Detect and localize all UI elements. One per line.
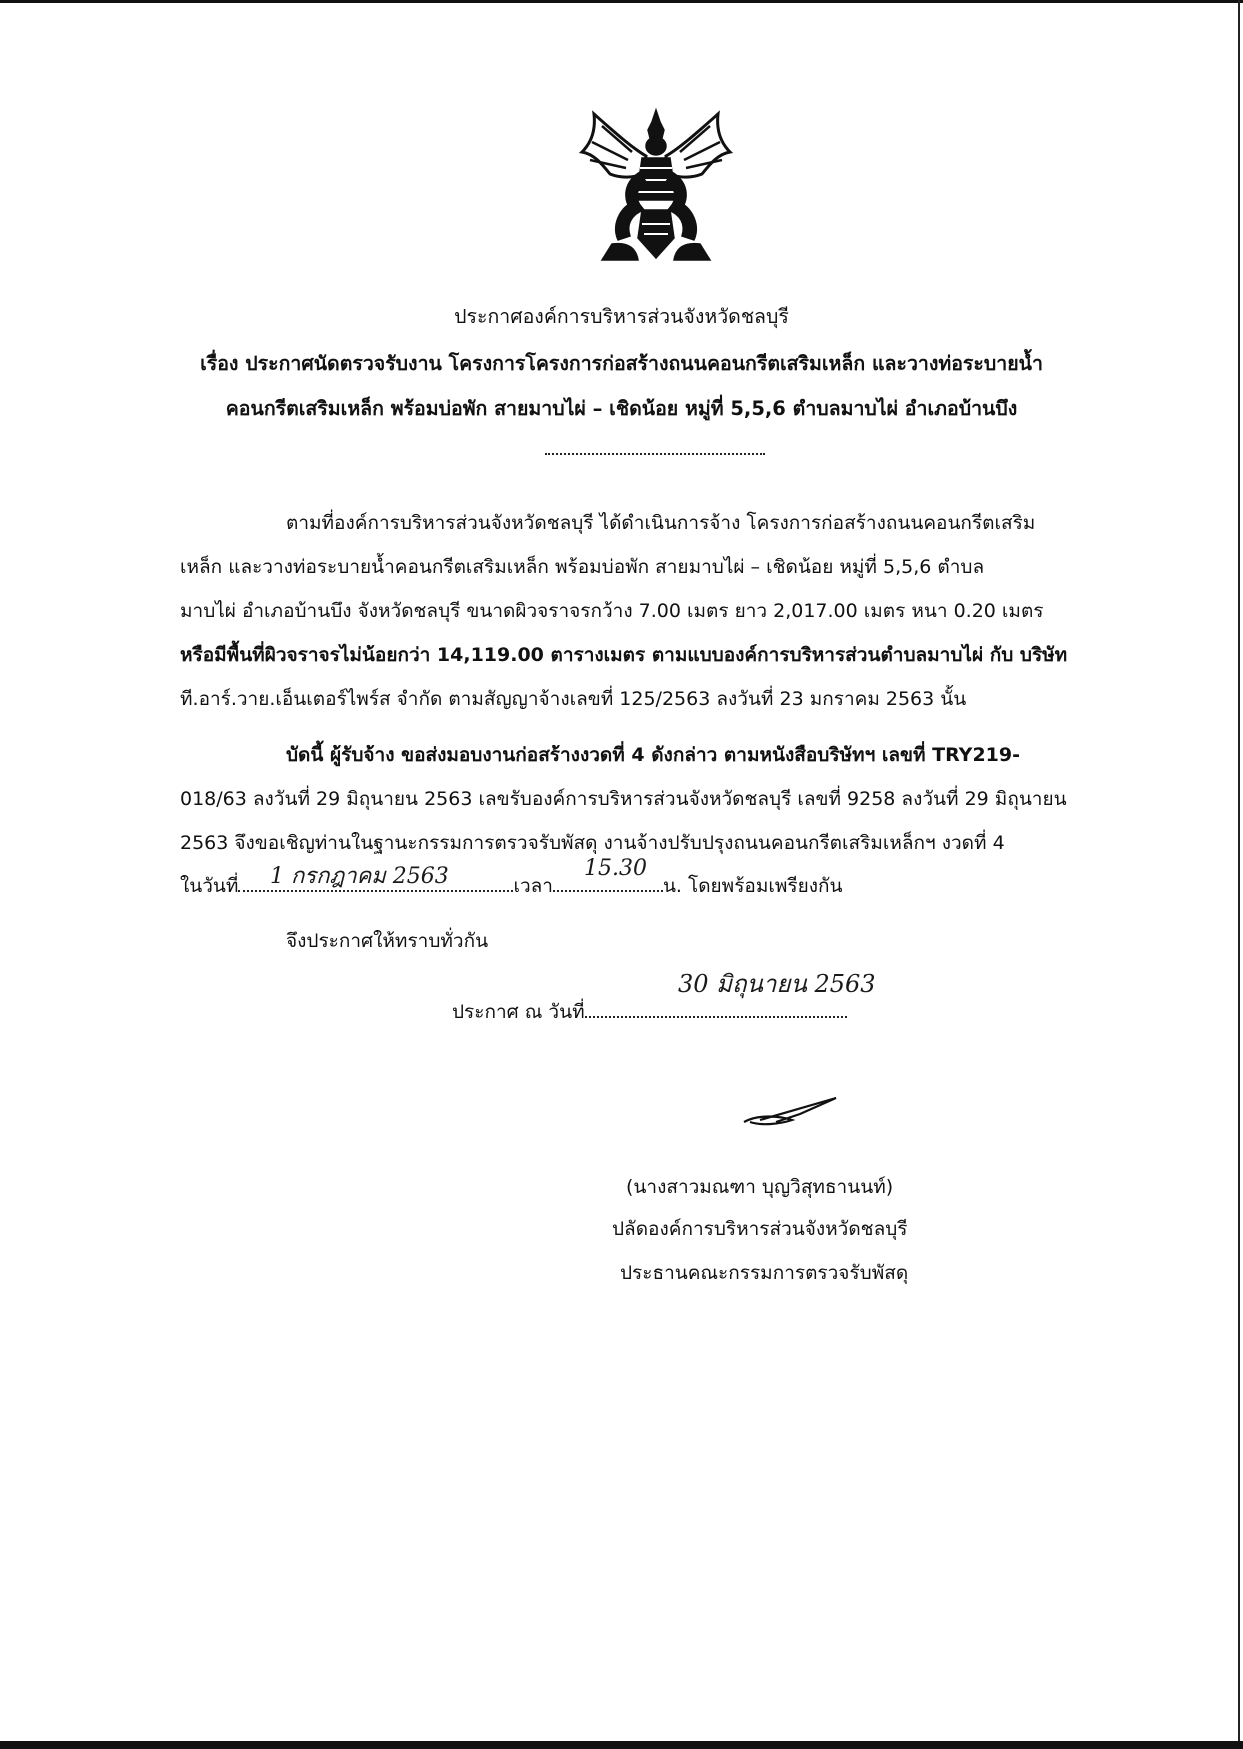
paragraph1-line1: ตามที่องค์การบริหารส่วนจังหวัดชลบุรี ได้ดำเนินการจ้าง โครงการก่อสร้างถนนคอนกรีตเสริม xyxy=(286,512,1036,534)
signatory-position-2: ประธานคณะกรรมการตรวจรับพัสดุ xyxy=(620,1262,909,1284)
time-suffix: น. โดยพร้อมเพรียงกัน xyxy=(662,875,843,897)
subject-line-2: คอนกรีตเสริมเหล็ก พร้อมบ่อพัก สายมาบไผ่ – เชิดน้อย หมู่ที่ 5,5,6 ตำบลมาบไผ่ อำเภอบ้านบึง xyxy=(225,397,1018,420)
signatory-name: (นางสาวมณฑา บุญวิสุทธานนท์) xyxy=(626,1176,894,1198)
heading-divider xyxy=(545,445,765,455)
announce-label: ประกาศ ณ วันที่ xyxy=(452,1001,585,1023)
paragraph2-line2: 018/63 ลงวันที่ 29 มิถุนายน 2563 เลขรับองค์การบริหารส่วนจังหวัดชลบุรี เลขที่ 9258 ลงวันที่ 29 มิถุนายน xyxy=(180,788,1067,810)
closing-statement: จึงประกาศให้ทราบทั่วกัน xyxy=(286,930,489,952)
paragraph1-line5: ที.อาร์.วาย.เอ็นเตอร์ไพร์ส จำกัด ตามสัญญาจ้างเลขที่ 125/2563 ลงวันที่ 23 มกราคม 2563 นั้น xyxy=(180,688,967,710)
handwritten-announce-date: 30 มิถุนายน 2563 xyxy=(678,970,876,998)
time-label: เวลา xyxy=(513,875,553,897)
handwritten-signature xyxy=(740,1092,840,1132)
handwritten-time: 15.30 xyxy=(584,856,647,881)
scan-edge-bottom xyxy=(0,1741,1243,1749)
paragraph1-line3: มาบไผ่ อำเภอบ้านบึง จังหวัดชลบุรี ขนาดผิวจราจรกว้าง 7.00 เมตร ยาว 2,017.00 เมตร หนา 0.20 เมตร xyxy=(180,600,1044,622)
handwritten-date: 1 กรกฎาคม 2563 xyxy=(270,864,449,889)
org-announcement-title: ประกาศองค์การบริหารส่วนจังหวัดชลบุรี xyxy=(454,305,789,328)
signatory-position-1: ปลัดองค์การบริหารส่วนจังหวัดชลบุรี xyxy=(612,1218,908,1240)
paragraph2-line1: บัดนี้ ผู้รับจ้าง ขอส่งมอบงานก่อสร้างงวดที่ 4 ดังกล่าว ตามหนังสือบริษัทฯ เลขที่ TRY219- xyxy=(286,744,1020,766)
paragraph1-line4: หรือมีพื้นที่ผิวจราจรไม่น้อยกว่า 14,119.00 ตารางเมตร ตามแบบองค์การบริหารส่วนตำบลมาบไผ่ กับ บริษัท xyxy=(180,644,1068,666)
date-label: ในวันที่ xyxy=(180,875,239,897)
paragraph1-line2: เหล็ก และวางท่อระบายน้ำคอนกรีตเสริมเหล็ก พร้อมบ่อพัก สายมาบไผ่ – เชิดน้อย หมู่ที่ 5,5,6 ตำบล xyxy=(180,556,985,578)
scan-edge-right xyxy=(1238,0,1240,1749)
subject-line-1: เรื่อง ประกาศนัดตรวจรับงาน โครงการโครงการก่อสร้างถนนคอนกรีตเสริมเหล็ก และวางท่อระบายน้ำ xyxy=(200,352,1043,375)
paragraph2-line3: 2563 จึงขอเชิญท่านในฐานะกรรมการตรวจรับพัสดุ งานจ้างปรับปรุงถนนคอนกรีตเสริมเหล็กฯ งวดที่ 4 xyxy=(180,832,1005,854)
scan-edge-top xyxy=(0,0,1243,3)
garuda-emblem-icon xyxy=(572,108,740,268)
